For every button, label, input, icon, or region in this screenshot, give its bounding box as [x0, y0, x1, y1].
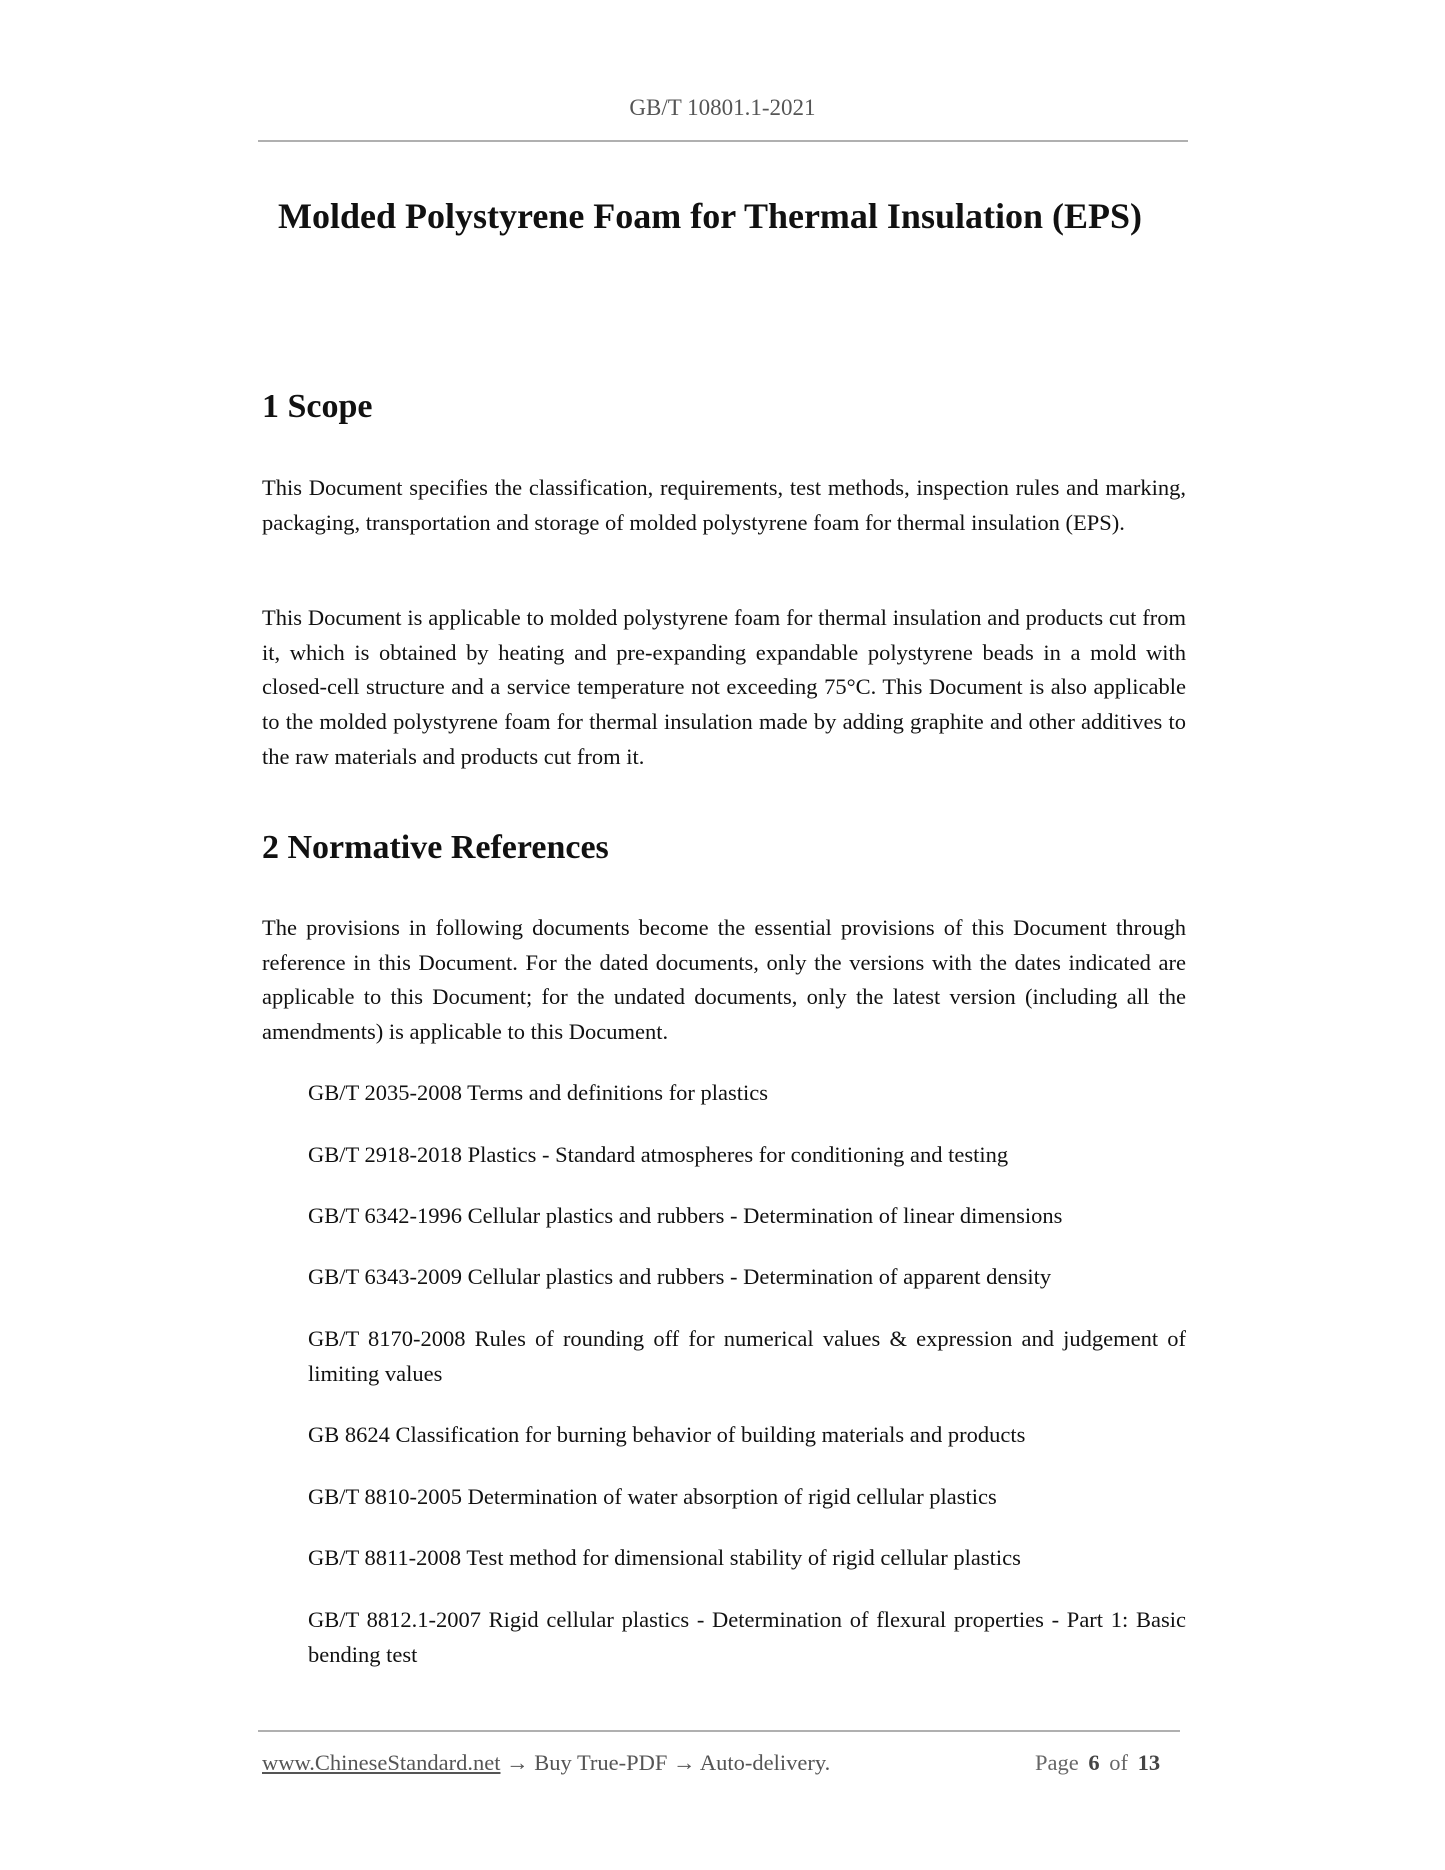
page-indicator	[1035, 1750, 1160, 1776]
reference-item: GB/T 8812.1-2007 Rigid cellular plastics - Determination of flexural properties - Part 1: Basic bending test	[308, 1607, 1186, 1667]
of-label: of	[1109, 1750, 1128, 1775]
references-intro: The provisions in following documents become the essential provisions of this Document through reference in this Document. For the dated documents, only the versions with the dates indicated are applicable to this Document; for the undated documents, only the latest version (including all the amendments) is applicable to this Document.	[262, 915, 1186, 1045]
header-doc-id: GB/T 10801.1-2021	[629, 95, 816, 120]
reference-item: GB/T 2035-2008 Terms and definitions for plastics	[308, 1080, 769, 1105]
reference-item: GB/T 8811-2008 Test method for dimensional stability of rigid cellular plastics	[308, 1545, 1021, 1570]
document-title: Molded Polystyrene Foam for Thermal Insulation (EPS)	[278, 196, 1142, 236]
reference-item: GB/T 6343-2009 Cellular plastics and rubbers - Determination of apparent density	[308, 1264, 1052, 1289]
reference-item: GB/T 8170-2008 Rules of rounding off for numerical values & expression and judgement of limiting values	[308, 1326, 1186, 1386]
page-label: Page	[1035, 1750, 1079, 1775]
section-heading-references: 2 Normative References	[262, 829, 609, 866]
scope-paragraph-1: This Document specifies the classification, requirements, test methods, inspection rules and marking, packaging, transportation and storage of molded polystyrene foam for thermal insulation (EPS).	[262, 475, 1186, 535]
website-link[interactable]: www.ChineseStandard.net	[262, 1750, 501, 1775]
footer-promo	[262, 1750, 830, 1776]
reference-item: GB/T 6342-1996 Cellular plastics and rubbers - Determination of linear dimensions	[308, 1203, 1063, 1228]
reference-item: GB 8624 Classification for burning behavior of building materials and products	[308, 1422, 1026, 1447]
current-page: 6	[1088, 1750, 1100, 1775]
footer-rule	[258, 1730, 1180, 1732]
header-rule	[258, 140, 1188, 142]
reference-item: GB/T 8810-2005 Determination of water absorption of rigid cellular plastics	[308, 1484, 997, 1509]
scope-paragraph-2: This Document is applicable to molded polystyrene foam for thermal insulation and products cut from it, which is obtained by heating and pre-expanding expandable polystyrene beads in a mold with closed-cell structure and a service temperature not exceeding 75°C. This Document is also applicable to the molded polystyrene foam for thermal insulation made by adding graphite and other additives to the raw materials and products cut from it.	[262, 605, 1186, 769]
total-pages: 13	[1137, 1750, 1161, 1775]
footer-promo-text: → Buy True-PDF → Auto-delivery.	[500, 1750, 831, 1775]
section-heading-scope: 1 Scope	[262, 388, 373, 425]
reference-item: GB/T 2918-2018 Plastics - Standard atmospheres for conditioning and testing	[308, 1142, 1009, 1167]
